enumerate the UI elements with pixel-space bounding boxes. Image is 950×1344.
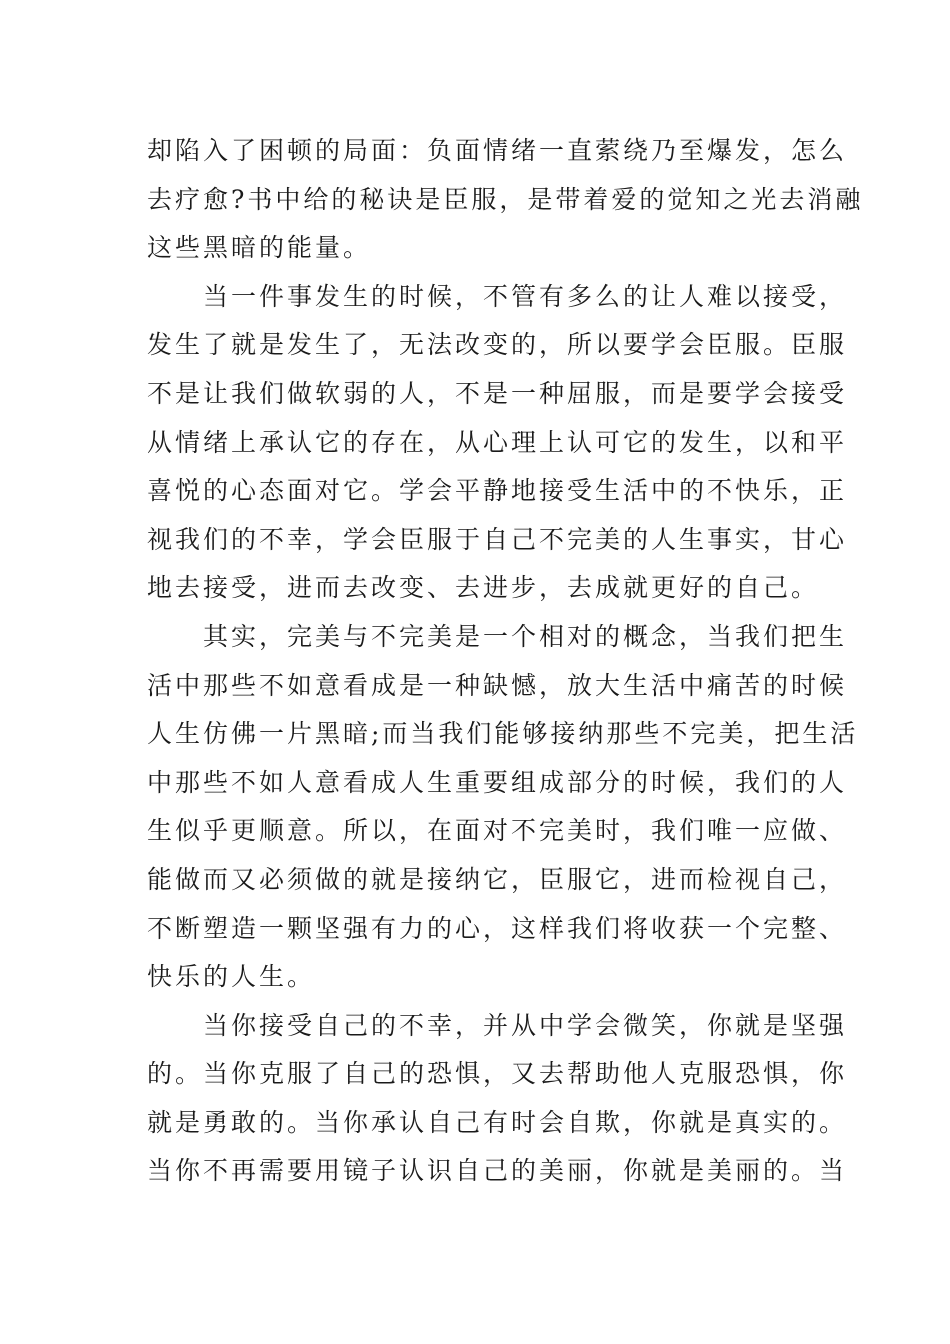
document-body — [147, 127, 864, 1196]
text-line: 视我们的不幸，学会臣服于自己不完美的人生事实，甘心 — [147, 524, 848, 554]
text-line: 的。当你克服了自己的恐惧，又去帮助他人克服恐惧，你 — [147, 1059, 848, 1089]
paragraph-4 — [147, 1002, 848, 1196]
text-line-first: 其实，完美与不完美是一个相对的概念，当我们把生 — [203, 621, 848, 651]
text-line: 中那些不如人意看成人生重要组成部分的时候，我们的人 — [147, 767, 848, 797]
text-line: 去疗愈?书中给的秘诀是臣服，是带着爱的觉知之光去消融 — [147, 184, 864, 214]
text-line: 生似乎更顺意。所以，在面对不完美时，我们唯一应做、 — [147, 816, 848, 846]
text-line: 从情绪上承认它的存在，从心理上认可它的发生，以和平 — [147, 427, 848, 457]
paragraph-2 — [147, 273, 848, 613]
text-line: 快乐的人生。 — [147, 962, 316, 992]
text-line: 喜悦的心态面对它。学会平静地接受生活中的不快乐，正 — [147, 476, 848, 506]
paragraph-1 — [147, 127, 864, 273]
text-line: 就是勇敢的。当你承认自己有时会自欺，你就是真实的。 — [147, 1107, 848, 1137]
text-line: 人生仿佛一片黑暗;而当我们能够接纳那些不完美，把生活 — [147, 719, 859, 749]
text-line-first: 当你接受自己的不幸，并从中学会微笑，你就是坚强 — [203, 1010, 848, 1040]
text-line: 却陷入了困顿的局面：负面情绪一直萦绕乃至爆发，怎么 — [147, 136, 848, 165]
text-line: 当你不再需要用镜子认识自己的美丽，你就是美丽的。当 — [147, 1156, 848, 1186]
text-line: 不断塑造一颗坚强有力的心，这样我们将收获一个完整、 — [147, 913, 848, 943]
text-line: 不是让我们做软弱的人，不是一种屈服，而是要学会接受 — [147, 378, 848, 408]
text-line: 地去接受，进而去改变、去进步，去成就更好的自己。 — [147, 573, 820, 603]
text-line: 这些黑暗的能量。 — [147, 233, 372, 263]
text-line: 发生了就是发生了，无法改变的，所以要学会臣服。臣服 — [147, 330, 848, 360]
text-line: 能做而又必须做的就是接纳它，臣服它，进而检视自己， — [147, 864, 848, 894]
text-line: 活中那些不如意看成是一种缺憾，放大生活中痛苦的时候 — [147, 670, 848, 700]
paragraph-3 — [147, 613, 859, 1002]
text-line-first: 当一件事发生的时候，不管有多么的让人难以接受， — [203, 281, 848, 311]
